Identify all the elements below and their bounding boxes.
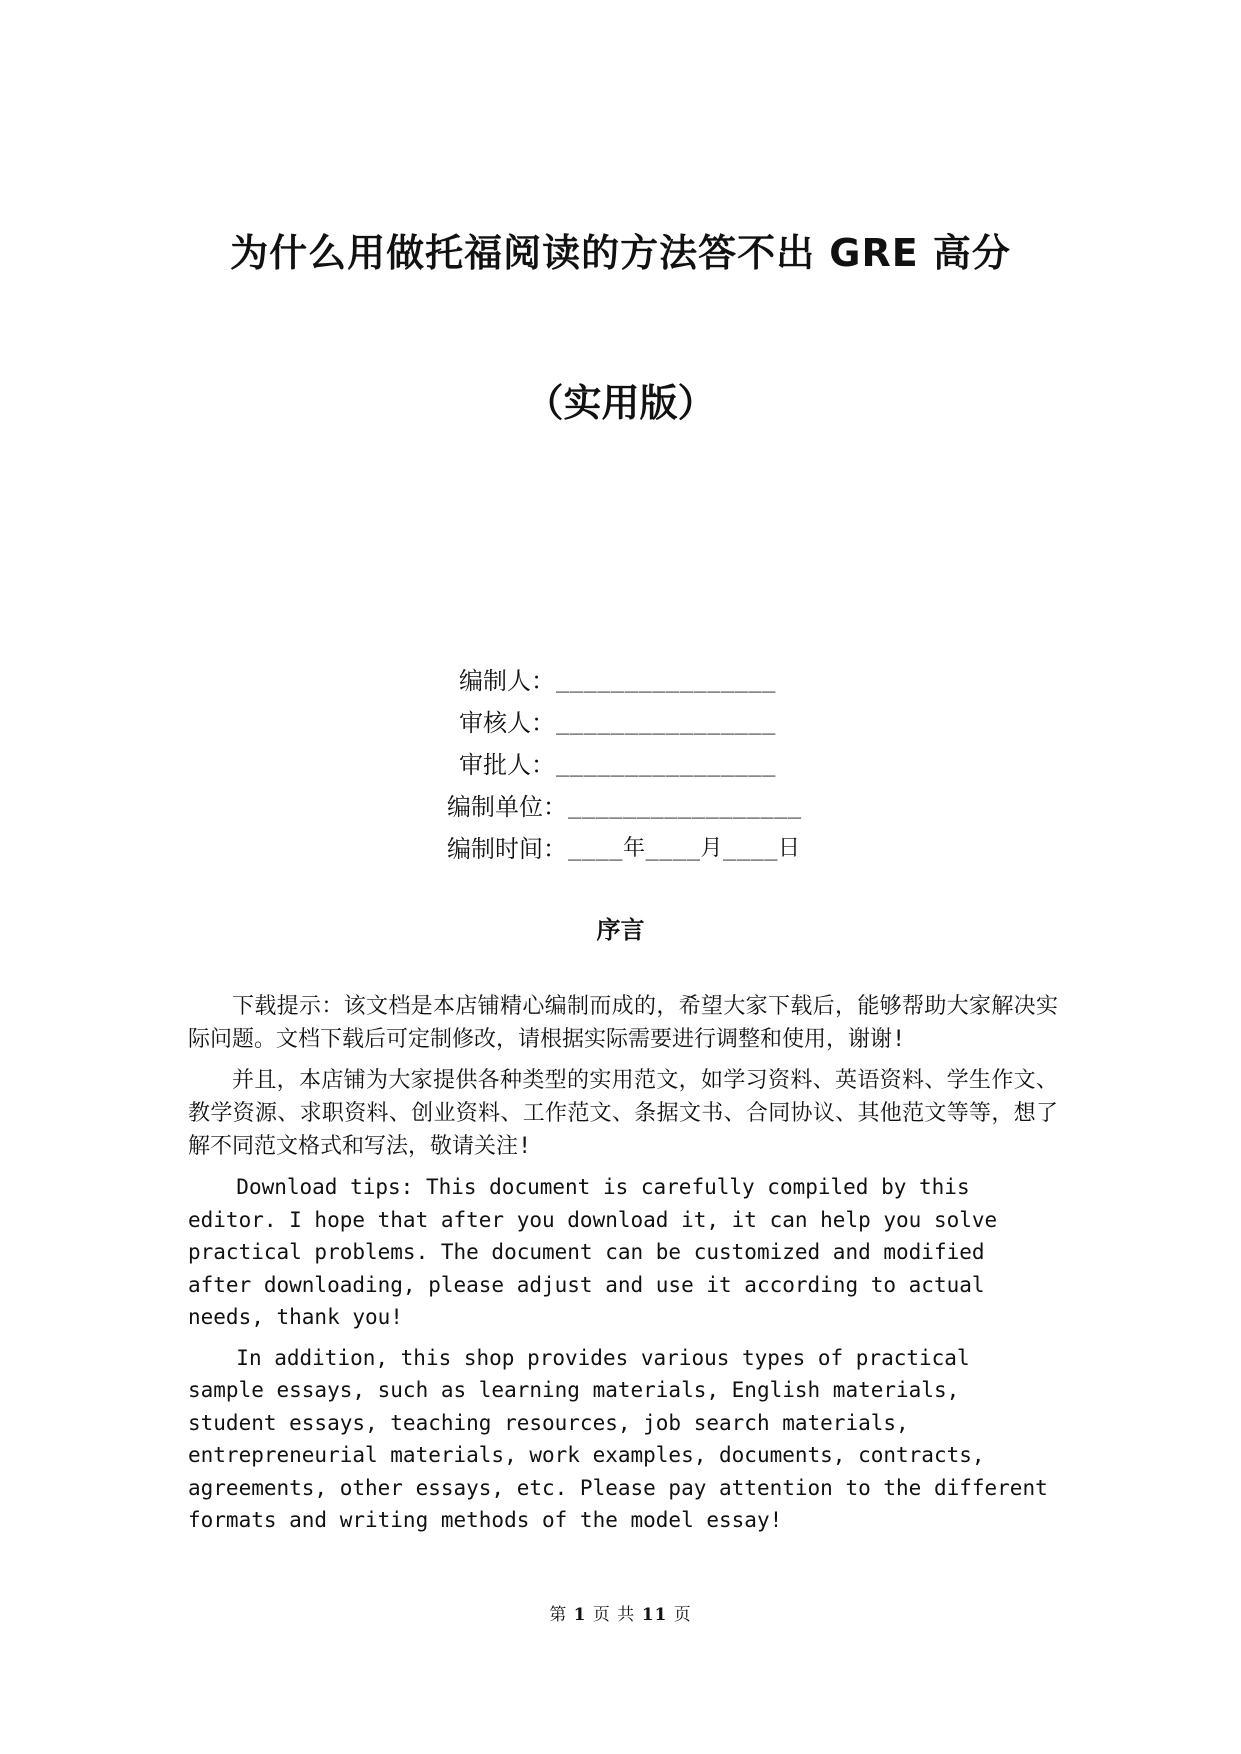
- footer-prefix: 第: [549, 1605, 568, 1625]
- paragraph-download-tip-cn: 下载提示：该文档是本店铺精心编制而成的，希望大家下载后，能够帮助大家解决实际问题。文档下载后可定制修改，请根据实际需要进行调整和使用，谢谢!: [188, 994, 1058, 1052]
- approval-fields: [0, 660, 1241, 870]
- field-blank: ________________: [556, 710, 776, 735]
- field-reviewer: [0, 702, 1241, 744]
- field-date: [0, 828, 1241, 870]
- field-label: 编制单位：: [447, 793, 567, 821]
- page-footer: [0, 1600, 1241, 1625]
- total-page-count: 11: [641, 1605, 668, 1625]
- field-blank: ________________: [556, 752, 776, 777]
- document-subtitle: （实用版）: [525, 381, 716, 425]
- field-label: 审核人：: [459, 709, 555, 737]
- document-title: 为什么用做托福阅读的方法答不出 GRE 高分: [230, 231, 1011, 275]
- paragraph-shop-info-cn: 并且，本店铺为大家提供各种类型的实用范文，如学习资料、英语资料、学生作文、教学资源、求职资料、创业资料、工作范文、条据文书、合同协议、其他范文等等，想了解不同范文格式和写法，敬请关注!: [188, 1068, 1058, 1159]
- field-approver: [0, 744, 1241, 786]
- field-blank: ____年____月____日: [568, 836, 801, 861]
- field-compiler: [0, 660, 1241, 702]
- field-blank: ________________: [556, 668, 776, 693]
- field-unit: [0, 786, 1241, 828]
- preface-heading: 序言: [596, 916, 645, 944]
- current-page-number: 1: [573, 1605, 587, 1625]
- footer-middle: 页 共: [592, 1605, 636, 1625]
- field-label: 编制人：: [459, 667, 555, 695]
- preface-body: [188, 990, 1058, 1545]
- field-label: 审批人：: [459, 751, 555, 779]
- field-label: 编制时间：: [447, 835, 567, 863]
- paragraph-shop-info-en: In addition, this shop provides various types of practical sample essays, such as learning materials, English materials, student essays, teaching resources, job search materials, entrepreneurial materials, work examples, documents, contracts, agreements, other essays, etc. Please pay attention to the different formats and writing methods of the model essay!: [188, 1345, 1048, 1532]
- paragraph-download-tip-en: Download tips: This document is carefully compiled by this editor. I hope that after you download it, it can help you solve practical problems. The document can be customized and modified after downloading, please adjust and use it according to actual needs, thank you!: [188, 1175, 998, 1329]
- field-blank: _________________: [568, 794, 802, 819]
- footer-suffix: 页: [673, 1605, 692, 1625]
